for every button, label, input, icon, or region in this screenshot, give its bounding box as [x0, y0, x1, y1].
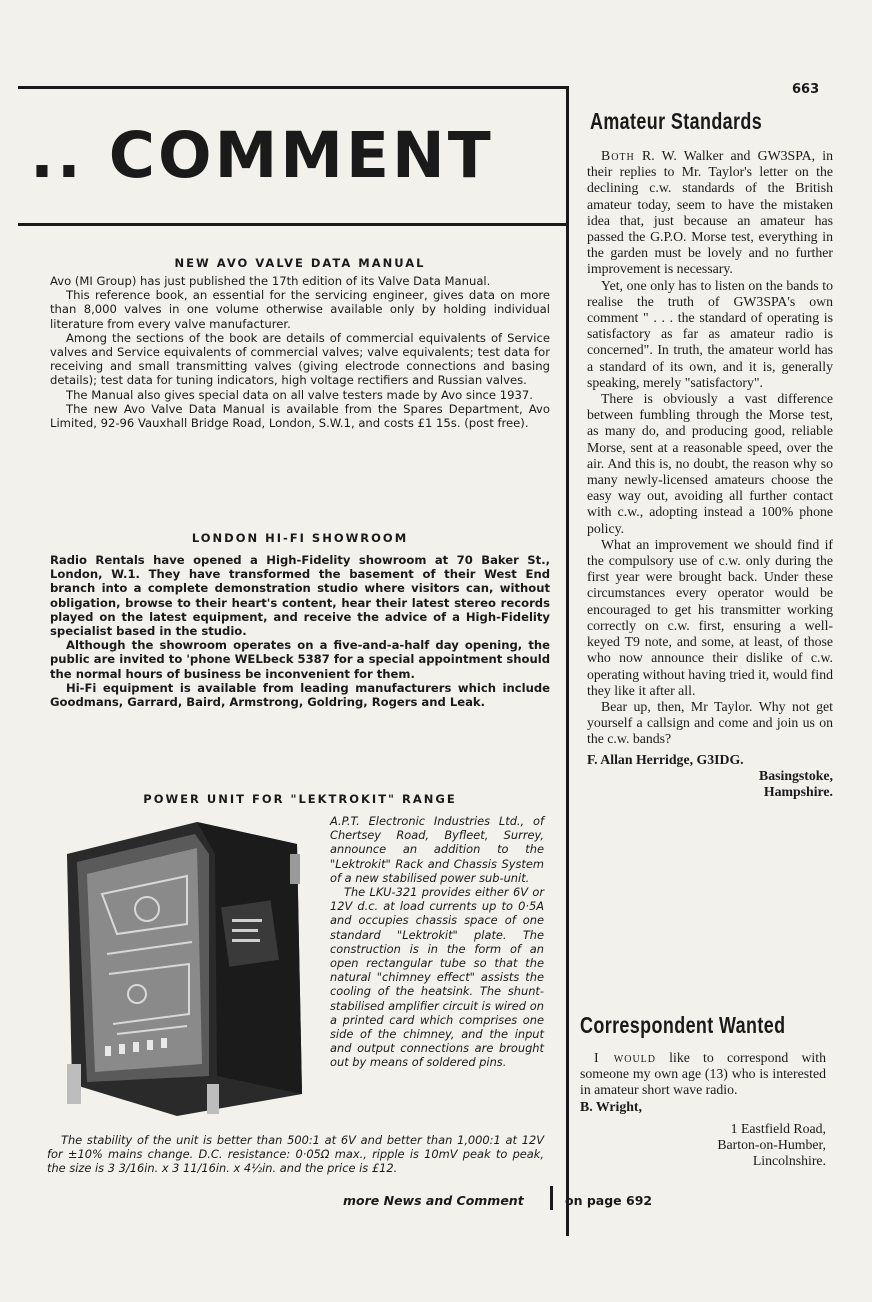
paragraph: Although the showroom operates on a five-and-a-half day opening, the public are invited to 'phone WELbeck 5387 for a special appointment should the normal hours of business be inconvenient for them. [50, 638, 550, 681]
footer-divider [550, 1186, 553, 1210]
signature: F. Allan Herridge, G3IDG. [587, 751, 744, 767]
paragraph-text: R. W. Walker and GW3SPA, in their replies to Mr. Taylor's letter on the declining c.w. standards of the British amateur today, seem to have the mistaken idea that, just because an amateur has passed the G.P.O. Morse test, everything in the garden must be lovely and no further improvement is necessary. [587, 148, 833, 277]
paragraph: The stability of the unit is better than 500:1 at 6V and better than 1,000:1 at 12V for ±10% mains change. D.C. resistance: 0·05Ω max., ripple is 10mV peak to peak, the size is 3 3/16in. x 3 11/16in. x 4½in. and the price is £12. [47, 1133, 544, 1176]
paragraph: Avo (MI Group) has just published the 17th edition of its Valve Data Manual. [50, 274, 491, 288]
heading-power-unit: POWER UNIT FOR "LEKTROKIT" RANGE [143, 792, 457, 806]
address-line: 1 Eastfield Road, [730, 1120, 826, 1136]
paragraph [587, 148, 833, 278]
page-number: 663 [792, 82, 820, 97]
article-avo-manual [50, 274, 550, 430]
signature-place: Basingstoke, [759, 767, 833, 783]
lead-word: Both [601, 148, 635, 163]
continued-label: more News and Comment [343, 1193, 524, 1208]
signature-place: Hampshire. [763, 783, 833, 799]
signature: B. Wright, [580, 1098, 642, 1114]
heading-hifi-showroom: LONDON HI-FI SHOWROOM [191, 531, 409, 545]
power-unit-photo [47, 814, 325, 1119]
heading-avo-manual: NEW AVO VALVE DATA MANUAL [174, 256, 426, 270]
address-line: Barton-on-Humber, [717, 1137, 826, 1153]
paragraph: Radio Rentals have opened a High-Fidelity showroom at 70 Baker St., London, W.1. They have transformed the basement of their West End branch into a complete demonstration studio where visitors can, without obligation, browse to their heart's content, hear their latest stereo records played on the latest equipment, and receive the advice of a High-Fidelity specialist based in the studio. [50, 553, 550, 639]
heading-amateur-standards: Amateur Standards [590, 108, 763, 134]
paragraph: The new Avo Valve Data Manual is available from the Spares Department, Avo Limited, 92-96 Vauxhall Bridge Road, London, S.W.1, and costs £1 15s. (post free). [50, 401, 550, 431]
top-rule [18, 86, 567, 89]
address-line: Lincolnshire. [752, 1153, 826, 1169]
lead-word: I would [594, 1050, 656, 1065]
column-divider [566, 86, 569, 1236]
article-power-unit-spec [47, 1133, 544, 1176]
heading-correspondent-wanted: Correspondent Wanted [580, 1012, 786, 1038]
paragraph: Hi-Fi equipment is available from leading manufacturers which include Goodmans, Garrard, Baird, Armstrong, Goldring, Rogers and Leak. [50, 680, 550, 710]
paragraph: Among the sections of the book are details of commercial equivalents of Service valves and Service equivalents of commercial valves; valve equivalents; test data for receiving and small transmitting valves (giving electrode connections and basing details); test data for tuning indicators, high voltage rectifiers and Russian valves. [50, 330, 550, 388]
paragraph: The Manual also gives special data on all valve testers made by Avo since 1937. [66, 387, 533, 402]
letter-amateur-standards [587, 148, 833, 800]
letter-correspondent-wanted [580, 1050, 826, 1169]
paragraph: Yet, one only has to listen on the bands to realise the truth of GW3SPA's own comment " . . . the standard of operating is satisfactory as far as amateur radio is concerned". In truth, the amateur world has a standard of its own, and it is, generally speaking, merely "satisfactory". [587, 277, 833, 390]
paragraph: Bear up, then, Mr Taylor. Why not get yourself a callsign and come and join us on the c.w. bands? [587, 698, 833, 747]
article-hifi-showroom [50, 553, 550, 709]
paragraph: What an improvement we should find if the compulsory use of c.w. only during the first year were brought back. Under these circumstances every operator would be encouraged to get his transmitter working correctly on c.w. first, ensuring a well-keyed T9 note, and some, at least, of those who now announce their dislike of c.w. operating without having tried it, would find they like it after all. [587, 536, 833, 698]
paragraph: There is obviously a vast difference between fumbling through the Morse test, as many do, and producing good, reliable Morse, sent at a reasonable speed, over the air. And this is, no doubt, the reason why so many newly-licensed amateurs choose the easy way out, avoiding all further contact with c.w., adopting instead a 100% phone policy. [587, 391, 833, 536]
paragraph [580, 1050, 826, 1099]
paragraph: This reference book, an essential for the servicing engineer, gives data on more than 8,000 valves in one volume otherwise available only by holding individual literature from every valve manufacturer. [50, 288, 550, 331]
masthead-title: .. COMMENT [30, 119, 494, 192]
paragraph: The LKU-321 provides either 6V or 12V d.c. at load currents up to 0·5A and occupies chassis space of one standard "Lektrokit" plate. The construction is in the form of an open rectangular tube so that the natural "chimney effect" assists the cooling of the heatsink. The shunt-stabilised amplifier circuit is wired on a printed card which comprises one side of the chimney, and the input and output connections are brought out by means of soldered pins. [330, 885, 544, 1070]
paragraph: A.P.T. Electronic Industries Ltd., of Chertsey Road, Byfleet, Surrey, announce an addition to the "Lektrokit" Rack and Chassis System of a new stabilised power sub-unit. [330, 814, 544, 885]
masthead-rule [18, 223, 567, 226]
paragraph-text: like to correspond with someone my own age (13) who is interested in amateur short wave radio. [580, 1050, 826, 1098]
continued-page: on page 692 [565, 1193, 653, 1208]
article-power-unit-text [330, 814, 544, 1070]
